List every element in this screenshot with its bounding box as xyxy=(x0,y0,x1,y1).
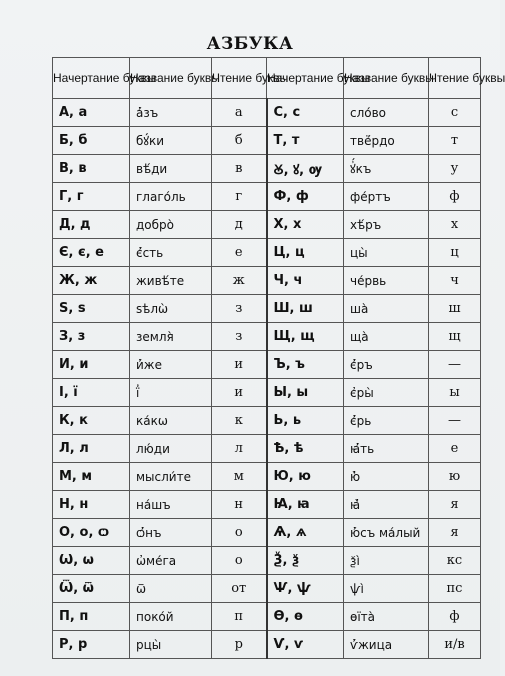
letter-name: ѯі̀ xyxy=(344,547,429,575)
table-row xyxy=(53,463,481,491)
letter-name: ѳїта̀ xyxy=(344,603,429,631)
table-row xyxy=(53,323,481,351)
letter-reading: щ xyxy=(429,323,481,351)
letter-glyph: Ъ, ъ xyxy=(267,351,344,379)
header-glyph: Начертание буквы xyxy=(53,58,130,99)
table-row xyxy=(53,295,481,323)
letter-glyph: И, и xyxy=(53,351,130,379)
letter-reading: ш xyxy=(429,295,481,323)
table-header-row xyxy=(53,58,481,99)
letter-glyph: Ѡ, ѡ xyxy=(53,547,130,575)
letter-glyph: В, в xyxy=(53,155,130,183)
header-name: Название буквы xyxy=(130,58,212,99)
letter-reading: д xyxy=(212,211,267,239)
letter-name: ѻ҆́нъ xyxy=(130,519,212,547)
letter-name: ꙗ҆̀ xyxy=(344,491,429,519)
letter-reading: у xyxy=(429,155,481,183)
header-read: Чтение буквы xyxy=(212,58,267,99)
letter-glyph: Ц, ц xyxy=(267,239,344,267)
letter-reading: е xyxy=(212,239,267,267)
letter-name: мысли́те xyxy=(130,463,212,491)
letter-reading: п xyxy=(212,603,267,631)
letter-reading: и xyxy=(212,379,267,407)
letter-name: твё́рдо xyxy=(344,127,429,155)
letter-name: рцы̀ xyxy=(130,631,212,659)
table-body xyxy=(53,99,481,659)
letter-glyph: Ꙋ, ꙋ, ѹ xyxy=(267,155,344,183)
letter-name: ѡ҆ме́га xyxy=(130,547,212,575)
letter-reading: м xyxy=(212,463,267,491)
table-row xyxy=(53,155,481,183)
letter-reading: н xyxy=(212,491,267,519)
letter-name: добро̀ xyxy=(130,211,212,239)
letter-reading: х xyxy=(429,211,481,239)
letter-reading: б xyxy=(212,127,267,155)
table-row xyxy=(53,183,481,211)
page-title: АЗБУКА xyxy=(206,34,294,54)
letter-reading: о xyxy=(212,547,267,575)
letter-name: цы̀ xyxy=(344,239,429,267)
table-row xyxy=(53,491,481,519)
letter-name: ша̀ xyxy=(344,295,429,323)
letter-reading: в xyxy=(212,155,267,183)
letter-reading: к xyxy=(212,407,267,435)
letter-reading: ж xyxy=(212,267,267,295)
letter-name: ща̀ xyxy=(344,323,429,351)
letter-glyph: Ѣ, ѣ xyxy=(267,435,344,463)
letter-reading: — xyxy=(429,407,481,435)
letter-glyph: Б, б xyxy=(53,127,130,155)
letter-name: поко́й xyxy=(130,603,212,631)
letter-glyph: Л, л xyxy=(53,435,130,463)
table-row xyxy=(53,435,481,463)
letter-name: земля̀ xyxy=(130,323,212,351)
letter-reading: кс xyxy=(429,547,481,575)
table-row xyxy=(53,267,481,295)
header-read-right: Чтение буквы xyxy=(429,58,481,99)
table-row xyxy=(53,239,481,267)
letter-glyph: Ѯ, ѯ xyxy=(267,547,344,575)
letter-glyph: Х, х xyxy=(267,211,344,239)
letter-name: ѱі̀ xyxy=(344,575,429,603)
letter-glyph: Ѕ, ѕ xyxy=(53,295,130,323)
letter-glyph: З, з xyxy=(53,323,130,351)
letter-reading: ы xyxy=(429,379,481,407)
letter-glyph: Ѵ, ѵ xyxy=(267,631,344,659)
letter-glyph: А, а xyxy=(53,99,130,127)
letter-name: є҆́сть xyxy=(130,239,212,267)
letter-glyph: Є, є, е xyxy=(53,239,130,267)
letter-reading: — xyxy=(429,351,481,379)
letter-glyph: Ш, ш xyxy=(267,295,344,323)
letter-name: живѣ́те xyxy=(130,267,212,295)
letter-glyph: Ч, ч xyxy=(267,267,344,295)
letter-name: є҆́ръ xyxy=(344,351,429,379)
letter-name: и҆́же xyxy=(130,351,212,379)
alphabet-table xyxy=(52,57,505,659)
letter-glyph: І, ї xyxy=(53,379,130,407)
letter-glyph: Ь, ь xyxy=(267,407,344,435)
letter-name: ꙋ҆́къ xyxy=(344,155,429,183)
letter-glyph: Ѿ, ѿ xyxy=(53,575,130,603)
table-row xyxy=(53,211,481,239)
letter-reading: о xyxy=(212,519,267,547)
letter-glyph: Ж, ж xyxy=(53,267,130,295)
letter-name: ю҆́съ ма́лый xyxy=(344,519,429,547)
letter-glyph: Ꙗ, ꙗ xyxy=(267,491,344,519)
letter-glyph: Щ, щ xyxy=(267,323,344,351)
letter-name: а҆́зъ xyxy=(130,99,212,127)
letter-name: сло́во xyxy=(344,99,429,127)
letter-name: є҆́рь xyxy=(344,407,429,435)
table-row xyxy=(53,547,481,575)
letter-glyph: Г, г xyxy=(53,183,130,211)
letter-reading: з xyxy=(212,295,267,323)
letter-reading: я xyxy=(429,491,481,519)
table-row xyxy=(53,519,481,547)
letter-glyph: П, п xyxy=(53,603,130,631)
letter-glyph: Ѱ, ѱ xyxy=(267,575,344,603)
letter-name: ѕѣлѡ̀ xyxy=(130,295,212,323)
letter-reading: з xyxy=(212,323,267,351)
letter-reading: е xyxy=(429,435,481,463)
letter-name: ї҆ xyxy=(130,379,212,407)
letter-glyph: О, о, ѻ xyxy=(53,519,130,547)
letter-name: ю҆̀ xyxy=(344,463,429,491)
letter-name: хѣ́ръ xyxy=(344,211,429,239)
letter-glyph: С, с xyxy=(267,99,344,127)
letter-reading: ц xyxy=(429,239,481,267)
table-row xyxy=(53,127,481,155)
table-row xyxy=(53,351,481,379)
letter-glyph: Н, н xyxy=(53,491,130,519)
letter-name: на́шъ xyxy=(130,491,212,519)
letter-reading: с xyxy=(429,99,481,127)
letter-reading: пс xyxy=(429,575,481,603)
letter-reading: т xyxy=(429,127,481,155)
table-row xyxy=(53,99,481,127)
letter-name: є҆ры̀ xyxy=(344,379,429,407)
table-row xyxy=(53,379,481,407)
letter-name: лю́ди xyxy=(130,435,212,463)
letter-glyph: Ы, ы xyxy=(267,379,344,407)
letter-name: глаго́ль xyxy=(130,183,212,211)
letter-name: фе́ртъ xyxy=(344,183,429,211)
letter-name: ѵ҆́жица xyxy=(344,631,429,659)
letter-reading: я xyxy=(429,519,481,547)
table-row xyxy=(53,407,481,435)
letter-reading: ю xyxy=(429,463,481,491)
table-row xyxy=(53,603,481,631)
letter-glyph: Ѳ, ѳ xyxy=(267,603,344,631)
letter-glyph: Ф, ф xyxy=(267,183,344,211)
letter-reading: г xyxy=(212,183,267,211)
letter-reading: от xyxy=(212,575,267,603)
letter-glyph: Д, д xyxy=(53,211,130,239)
letter-glyph: Ю, ю xyxy=(267,463,344,491)
letter-glyph: М, м xyxy=(53,463,130,491)
letter-reading: ч xyxy=(429,267,481,295)
header-glyph-right: Начертание буквы xyxy=(267,58,344,99)
letter-name: ка́кѡ xyxy=(130,407,212,435)
letter-reading: ф xyxy=(429,603,481,631)
header-name-right: Название буквы xyxy=(344,58,429,99)
letter-reading: р xyxy=(212,631,267,659)
letter-name: бꙋ́ки xyxy=(130,127,212,155)
letter-glyph: Т, т xyxy=(267,127,344,155)
letter-reading: и xyxy=(212,351,267,379)
letter-glyph: Р, р xyxy=(53,631,130,659)
table-row xyxy=(53,575,481,603)
table-row xyxy=(53,631,481,659)
letter-name: че́рвь xyxy=(344,267,429,295)
letter-name: вѣ́ди xyxy=(130,155,212,183)
letter-reading: и/в xyxy=(429,631,481,659)
letter-reading: ф xyxy=(429,183,481,211)
letter-name: ѿ xyxy=(130,575,212,603)
letter-glyph: К, к xyxy=(53,407,130,435)
letter-reading: а xyxy=(212,99,267,127)
letter-glyph: Ѧ, ѧ xyxy=(267,519,344,547)
letter-reading: л xyxy=(212,435,267,463)
letter-name: ꙗ҆́ть xyxy=(344,435,429,463)
